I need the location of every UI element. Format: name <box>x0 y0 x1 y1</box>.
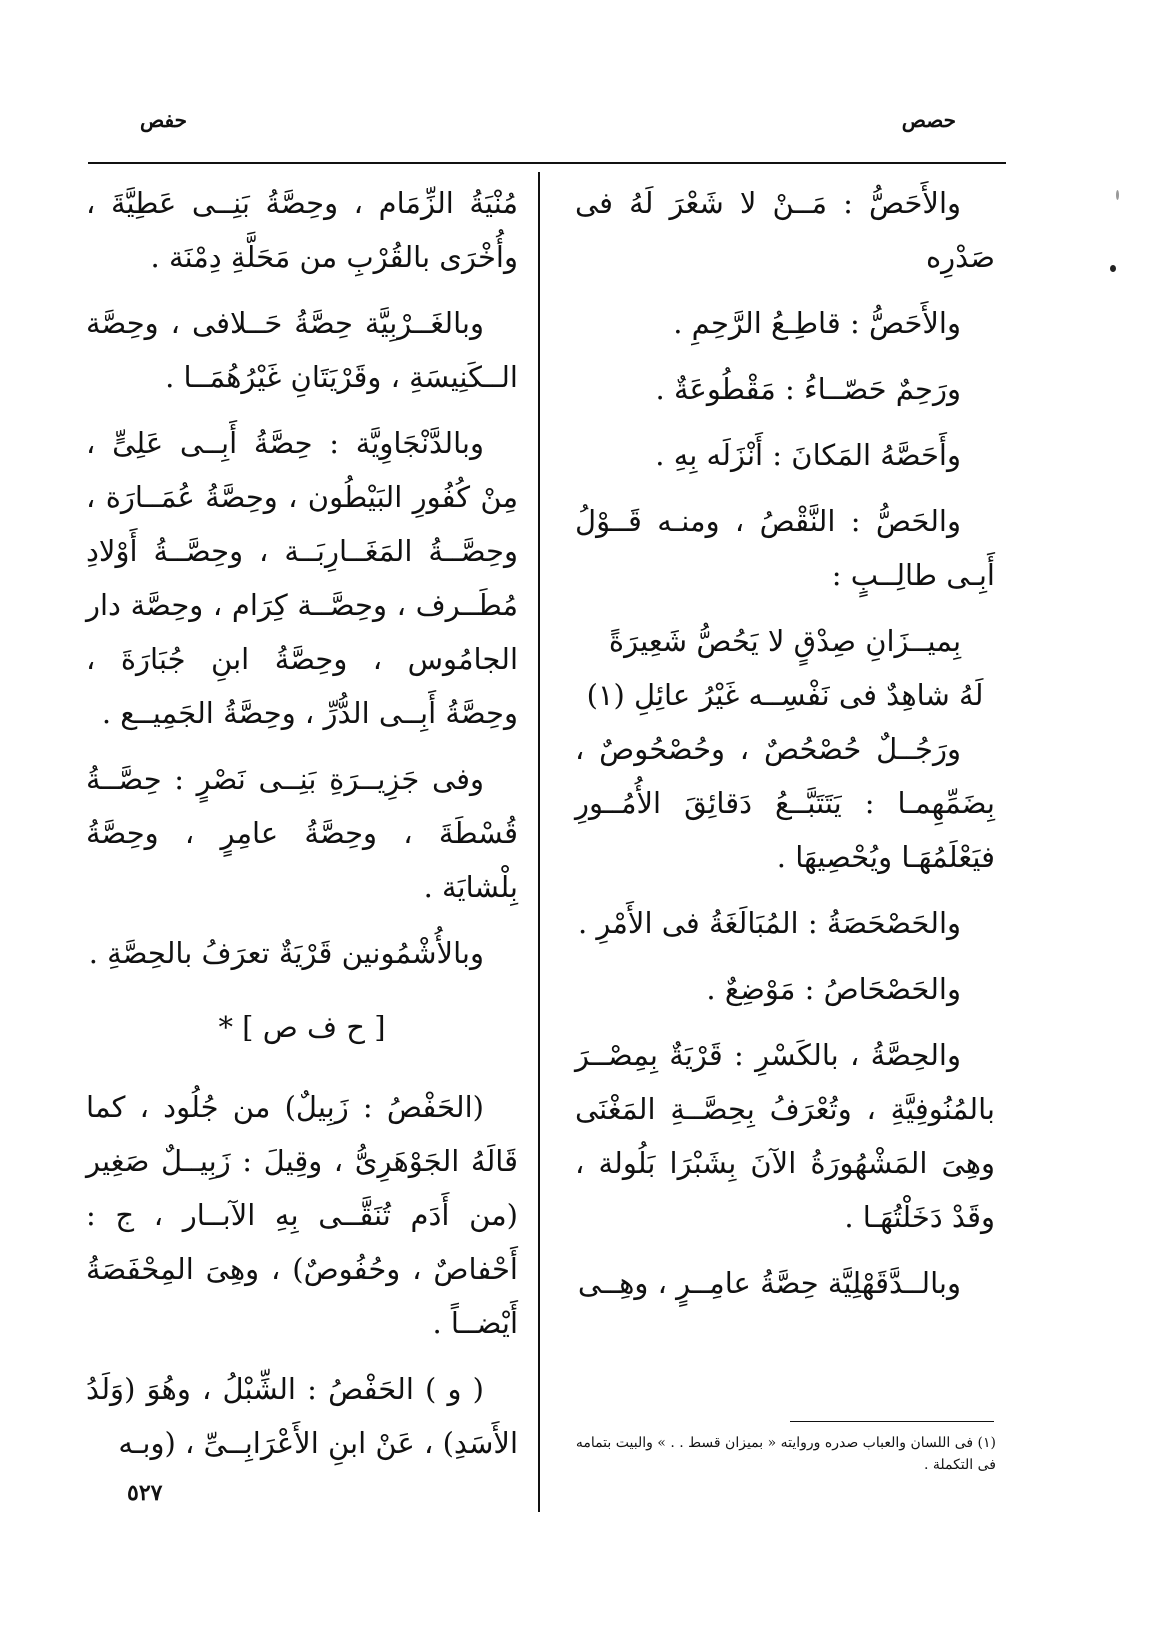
paragraph: وبالــدَّقَهْلِيَّة حِصَّةُ عامِــرٍ ، وهِــى <box>577 1266 961 1300</box>
paragraph: وأَحَصَّهُ المَكانَ : أَنْزَلَه بِهِ . <box>655 438 961 472</box>
right-column <box>575 176 995 1322</box>
verse-line: لَهُ شاهِدٌ فى نَفْسِــه غَيْرُ عائِلِ (١) <box>586 678 984 712</box>
running-header-left: حفص <box>140 108 187 132</box>
page-number: ٥٢٧ <box>127 1480 163 1506</box>
paragraph: وبالدَّنْجَاوِيَّة : حِصَّةُ أَبِــى عَلِىٍّ ، مِنْ كُفُورِ البَيْطُون ، وحِصَّةُ عُمَــارَة ، وحِصَّــةُ المَغَــارِبَــة ، وحِصَّــةُ أَوْلادِ مُطَــرف ، وحِصَّــة كِرَام ، وحِصَّة دار الجامُوس ، وحِصَّةُ ابنِ جُبَارَةَ ، وحِصَّةُ أَبِــى الدُّرِّ ، وحِصَّةُ الجَمِيــع . <box>86 426 518 730</box>
paragraph: والحِصَّةُ ، بالكَسْرِ : قَرْيَةٌ بِمِصْــرَ بالمُنُوفِيَّةِ ، وتُعْرَفُ بِحِصَّــةِ المَغْنَى وهِىَ المَشْهُورَةُ الآنَ بِشَبْرَا بَلُولة ، وقَدْ دَخَلْتُهَـا . <box>575 1038 995 1234</box>
running-header-right: حصص <box>901 108 956 132</box>
paragraph: ورَحِمٌ حَصّــاءُ : مَقْطُوعَةٌ . <box>655 372 961 406</box>
paragraph: والأَحَصُّ : مَــنْ لا شَعْرَ لَهُ فى صَدْرِه <box>575 186 995 274</box>
paragraph: والأَحَصُّ : قاطِـعُ الرَّحِمِ . <box>673 306 961 340</box>
paragraph: وفى جَزِيــرَةِ بَنِــى نَصْرٍ : حِصَّــةُ قُسْطَةَ ، وحِصَّةُ عامِرٍ ، وحِصَّةُ بِلْشايَة . <box>86 762 518 904</box>
column-divider <box>538 172 540 1512</box>
paragraph: والحَصُّ : النَّقْصُ ، ومنـه قَــوْلُ أَبِـى طالِــبٍ : <box>575 504 995 592</box>
paragraph: وبالغَــرْبِيَّة حِصَّةُ حَــلافى ، وحِصَّة الــكَنِيسَةِ ، وقَرْيَتَانِ غَيْرُهُمَــا . <box>86 306 518 394</box>
paragraph: مُنْيَةُ الزِّمَام ، وحِصَّةُ بَنِــى عَطِيَّةَ ، وأُخْرَى بالقُرْبِ من مَحَلَّةِ دِمْنَة . <box>86 186 518 274</box>
scan-speck <box>1110 265 1116 272</box>
scan-speck <box>1116 190 1119 200</box>
paragraph: والحَصْحَصَةُ : المُبَالَغَةُ فى الأَمْرِ . <box>577 906 961 940</box>
header-rule <box>88 162 1006 164</box>
verse-line: بِميــزَانِ صِدْقٍ لا يَحُصُّ شَعِيرَةً <box>608 624 962 658</box>
paragraph: وبالأُشْمُونين قَرْيَةٌ تعرَفُ بالحِصَّةِ . <box>88 936 484 970</box>
paragraph: ( و ) الحَفْصُ : الشِّبْلُ ، وهُوَ (وَلَدُ الأَسَدِ) ، عَنْ ابنِ الأَعْرَابِــىِّ ، (وبـه <box>86 1372 518 1460</box>
paragraph: ورَجُــلٌ حُصْحُصٌ ، وحُصْحُوصٌ ، بِضَمِّهِمـا : يَتَتَبَّــعُ دَقائِقَ الأُمُــورِ فيَعْلَمُهَـا ويُحْصِيهَا . <box>575 732 995 874</box>
paragraph: (الحَفْصُ : زَبِيلٌ) من جُلُود ، كما قَالَهُ الجَوْهَرِىُّ ، وقِيلَ : زَبِيــلٌ صَغِير (من أَدَم تُنَقَّــى بِهِ الآبــار ، ج : أَحْفاصٌ ، وحُفُوصٌ) ، وهِىَ المِحْفَصَةُ أَيْضــاً . <box>86 1090 518 1340</box>
footnote: (١) فى اللسان والعباب صدره وروايته « بميزان قسط . . » والبيت بتمامه فى التكملة . <box>575 1435 996 1473</box>
left-column <box>86 176 518 1482</box>
entry-heading: [ ح ف ص ] * <box>218 1010 386 1044</box>
footnote-rule <box>790 1421 994 1422</box>
paragraph: والحَصْحَاصُ : مَوْضِعٌ . <box>706 972 961 1006</box>
